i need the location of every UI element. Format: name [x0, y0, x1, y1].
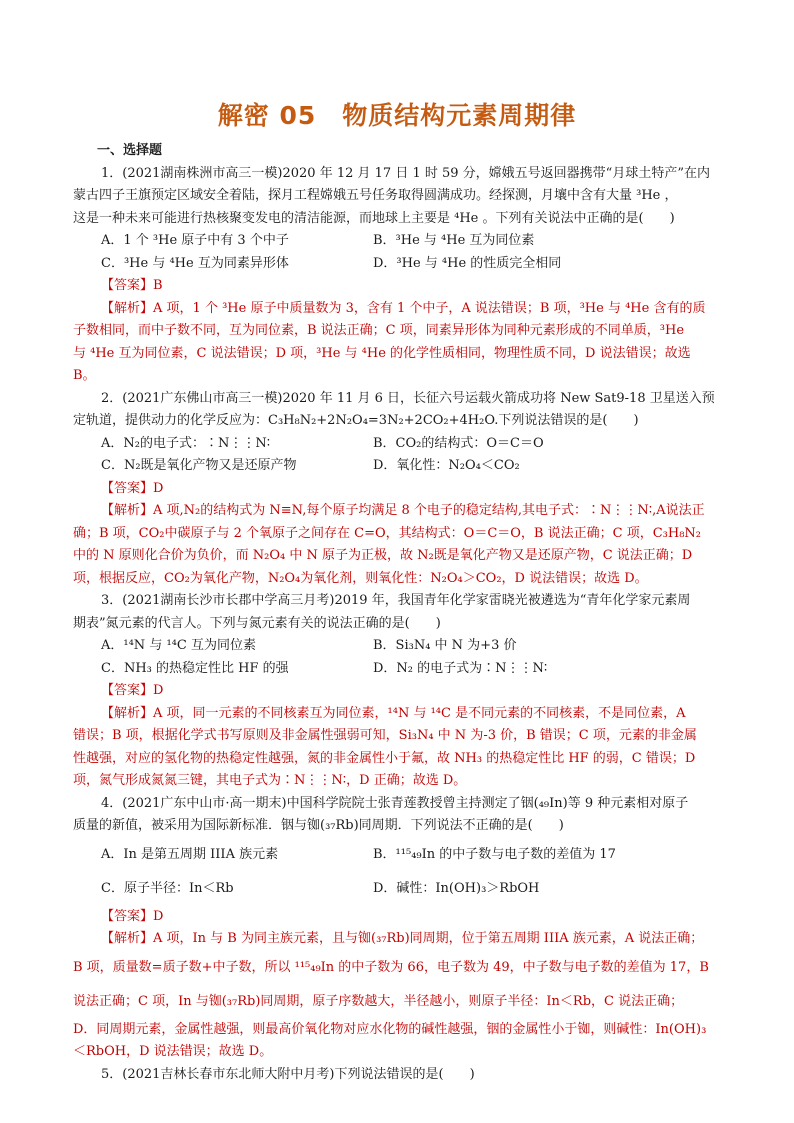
explanation-text: 项，氮气形成氮氮三键，其电子式为∶N⋮⋮N∶，D 正确；故选 D。 — [73, 773, 467, 788]
answer-value: D — [153, 908, 164, 924]
option-right: D．³He 与 ⁴He 的性质完全相同 — [373, 255, 562, 271]
question-text: 期表”氮元素的代言人。下列与氮元素有关的说法正确的是( ) — [73, 615, 441, 631]
explanation-text: B 项，质量数=质子数+中子数，所以 ¹¹⁵₄₉In 的中子数为 66，电子数为 49，中子数与电子数的差值为 17，B — [73, 959, 709, 975]
explanation-label: 【解析】 — [101, 300, 154, 316]
option-left: C．N₂既是氧化产物又是还原产物 — [101, 458, 297, 473]
answer-label: 【答案】 — [101, 278, 154, 293]
option-right: B．¹¹⁵₄₉In 的中子数与电子数的差值为 17 — [373, 846, 616, 862]
explanation-text: 中的 N 原则化合价为负价，而 N₂O₄ 中 N 原子为正极，故 N₂既是氧化产物又是还原产物，C 说法正确；D — [73, 548, 693, 563]
option-row — [73, 253, 725, 276]
explanation-text: 确；B 项，CO₂中碳原子与 2 个氧原子之间存在 C=O，其结构式：O＝C＝O，B 说法正确；C 项，C₃H₈N₂ — [73, 525, 701, 541]
question-lines — [73, 163, 725, 1087]
explanation-line — [73, 298, 725, 321]
explanation-line — [73, 703, 725, 726]
option-left: A．1 个 ³He 原子中有 3 个中子 — [101, 233, 289, 248]
explanation-text: 说法正确；C 项，In 与铷(₃₇Rb)同周期，原子序数越大，半径越小，则原子半径：In＜Rb，C 说法正确； — [73, 993, 684, 1009]
option-row — [73, 433, 725, 456]
explanation-text: A 项，In 与 B 为同主族元素，且与铷(₃₇Rb)同周期，位于第五周期 IIIA 族元素，A 说法正确； — [153, 931, 704, 946]
explanation-text: A 项，1 个 ³He 原子中质量数为 3，含有 1 个中子，A 说法错误；B 项，³He 与 ⁴He 含有的质 — [153, 300, 706, 316]
answer-value: D — [153, 683, 164, 698]
explanation-text: 子数相同，而中子数不同，互为同位素，B 说法正确；C 项，同素异形体为同种元素形成的不同单质，³He — [73, 323, 685, 338]
section-heading: 一、选择题 — [97, 143, 163, 158]
explanation-text: A 项,N₂的结构式为 N≡N,每个原子均满足 8 个电子的稳定结构,其电子式：∶N⋮⋮N∶,A说法正 — [153, 503, 705, 518]
question-stem: 2．(2021广东佛山市高三一模)2020 年 11 月 6 日，长征六号运载火箭成功将 New Sat9-18 卫星送入预 — [101, 390, 715, 406]
question-stem: 3．(2021湖南长沙市长郡中学高三月考)2019 年，我国青年化学家雷晓光被遴选为“青年化学家元素周 — [101, 593, 691, 608]
explanation-text: ＜RbOH，D 说法错误；故选 D。 — [73, 1044, 273, 1059]
explanation-text: 错误；B 项，根据化学式书写原则及非金属性强弱可知，Si₃N₄ 中 N 为-3 价，B 错误；C 项，元素的非金属 — [73, 728, 697, 743]
option-right: D．氧化性：N₂O₄＜CO₂ — [373, 458, 520, 473]
option-right: B．CO₂的结构式：O＝C＝O — [373, 435, 544, 451]
question-text: 定轨道，提供动力的化学反应为：C₃H₈N₂+2N₂O₄=3N₂+2CO₂+4H₂O.下列说法错误的是( ) — [73, 413, 639, 428]
option-right: B．³He 与 ⁴He 互为同位素 — [373, 233, 535, 248]
explanation-line — [73, 928, 725, 951]
option-row — [73, 872, 725, 906]
question-text: 质量的新值，被采用为国际新标准．铟与铷(₃₇Rb)同周期．下列说法不正确的是( ) — [73, 818, 564, 833]
option-left: A．In 是第五周期 IIIA 族元素 — [101, 846, 279, 862]
explanation-text: 项，根据反应，CO₂为氧化产物，N₂O₄为氧化剂，则氧化性：N₂O₄＞CO₂，D 说法错误；故选 D。 — [73, 570, 648, 586]
answer-label: 【答案】 — [101, 908, 154, 924]
option-row — [73, 658, 725, 681]
answer-value: B — [153, 278, 163, 293]
option-row — [73, 635, 725, 658]
option-row — [73, 230, 725, 253]
answer-label: 【答案】 — [101, 480, 154, 496]
option-right: B．Si₃N₄ 中 N 为+3 价 — [373, 638, 517, 653]
answer-line — [73, 275, 725, 298]
explanation-text: B。 — [73, 368, 96, 383]
page-title: 解密 05 物质结构元素周期律 — [217, 101, 577, 130]
question-text: 这是一种未来可能进行热核聚变发电的清洁能源，而地球上主要是 ⁴He 。下列有关说法中正确的是( ) — [73, 210, 675, 226]
question-stem: 1．(2021湖南株洲市高三一模)2020 年 12 月 17 日 1 时 59 分，嫦娥五号返回器携带“月球土特产”在内 — [101, 165, 710, 181]
explanation-label: 【解析】 — [101, 503, 154, 518]
explanation-label: 【解析】 — [101, 705, 154, 721]
answer-line — [73, 906, 725, 929]
answer-value: D — [153, 480, 164, 496]
option-left: A．¹⁴N 与 ¹⁴C 互为同位素 — [101, 638, 256, 653]
answer-line — [73, 478, 725, 501]
explanation-text: 性越强，对应的氢化物的热稳定性越强，氮的非金属性小于氟，故 NH₃ 的热稳定性比 HF 的弱，C 错误；D — [73, 750, 696, 766]
explanation-text: D．同周期元素，金属性越强，则最高价氧化物对应水化物的碱性越强，铟的金属性小于铷，则碱性：In(OH)₃ — [73, 1021, 707, 1037]
question-stem: 4．(2021广东中山市·高一期末)中国科学院院士张青莲教授曾主持测定了铟(₄₉In)等 9 种元素相对原子 — [101, 795, 689, 811]
explanation-text: A 项，同一元素的不同核素互为同位素，¹⁴N 与 ¹⁴C 是不同元素的不同核素，不是同位素，A — [153, 705, 686, 721]
option-left: A．N₂的电子式：∶N⋮⋮N∶ — [101, 435, 271, 451]
answer-label: 【答案】 — [101, 683, 154, 698]
option-right: D．N₂ 的电子式为∶N⋮⋮N∶ — [373, 660, 548, 676]
question-text: 蒙古四子王旗预定区域安全着陆，探月工程嫦娥五号任务取得圆满成功。经探测，月壤中含有大量 ³He ， — [73, 188, 678, 203]
explanation-line — [73, 500, 725, 523]
document-body — [73, 140, 725, 1086]
option-row — [73, 838, 725, 872]
option-left: C．原子半径：In＜Rb — [101, 880, 234, 896]
option-left: C．³He 与 ⁴He 互为同素异形体 — [101, 255, 289, 271]
option-left: C．NH₃ 的热稳定性比 HF 的强 — [101, 660, 289, 676]
explanation-label: 【解析】 — [101, 931, 154, 946]
option-row — [73, 455, 725, 478]
question-stem: 5．(2021吉林长春市东北师大附中月考)下列说法错误的是( ) — [101, 1066, 475, 1082]
answer-line — [73, 680, 725, 703]
explanation-text: 与 ⁴He 互为同位素，C 说法错误；D 项，³He 与 ⁴He 的化学性质相同，物理性质不同，D 说法错误；故选 — [73, 345, 691, 361]
option-right: D．碱性：In(OH)₃＞RbOH — [373, 880, 540, 896]
